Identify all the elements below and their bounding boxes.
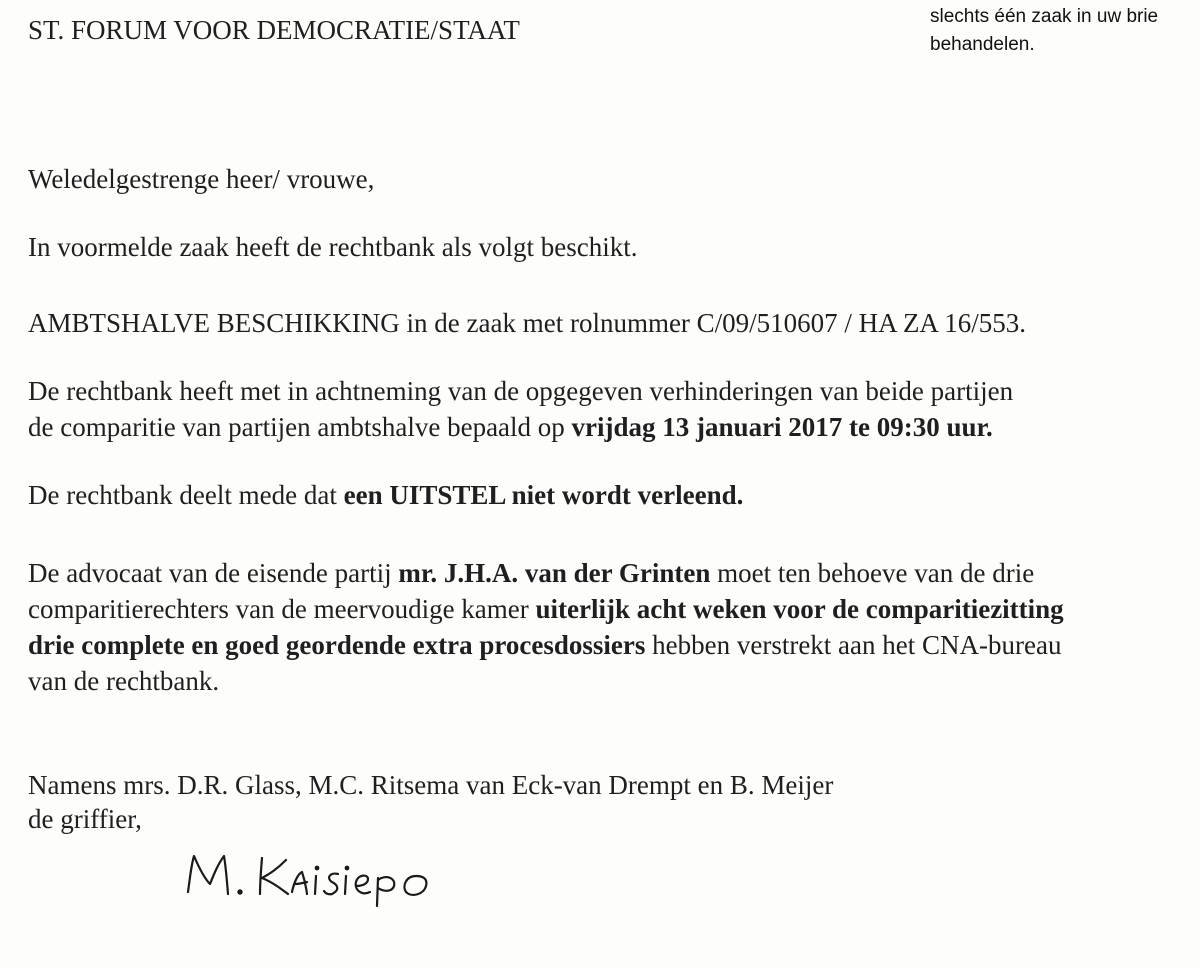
paragraph-2-text: De rechtbank deelt mede dat xyxy=(28,480,344,510)
paragraph-3-text-a: De advocaat van de eisende partij xyxy=(28,558,399,588)
paragraph-3-line-4: van de rechtbank. xyxy=(28,666,220,696)
handwritten-signature xyxy=(180,848,450,923)
paragraph-3-line-1 xyxy=(28,556,1034,590)
paragraph-1-line-1: De rechtbank heeft met in achtneming van de opgegeven verhinderingen van beide partijen xyxy=(28,376,1014,406)
case-title: ST. FORUM VOOR DEMOCRATIE/STAAT xyxy=(28,15,520,45)
hearing-date: vrijdag 13 januari 2017 te 09:30 uur. xyxy=(571,412,993,442)
lawyer-name: mr. J.H.A. van der Grinten xyxy=(398,558,711,588)
side-note-line-2: behandelen. xyxy=(930,34,1035,55)
closing-line-1: Namens mrs. D.R. Glass, M.C. Ritsema van Eck-van Drempt en B. Meijer xyxy=(28,770,834,800)
paragraph-2 xyxy=(28,478,743,512)
paragraph-3-line-2 xyxy=(28,592,1064,626)
deadline-text: uiterlijk acht weken voor de comparitiezitting xyxy=(535,594,1064,624)
paragraph-1-line-2 xyxy=(28,410,993,444)
paragraph-1-text: de comparitie van partijen ambtshalve bepaald op xyxy=(28,412,572,442)
decision-heading: AMBTSHALVE BESCHIKKING in de zaak met rolnummer C/09/510607 / HA ZA 16/553. xyxy=(28,308,1026,338)
signature-drawing xyxy=(180,848,450,918)
paragraph-3-line-3 xyxy=(28,628,1061,662)
paragraph-3-text-c: comparitierechters van de meervoudige kamer xyxy=(28,594,536,624)
paragraph-3-text-d: hebben verstrekt aan het CNA-bureau xyxy=(645,630,1062,660)
no-postponement-notice: een UITSTEL niet wordt verleend. xyxy=(343,480,744,510)
side-note-line-1: slechts één zaak in uw brie xyxy=(930,6,1159,27)
dossier-requirement: drie complete en goed geordende extra procesdossiers xyxy=(28,630,646,660)
intro-sentence: In voormelde zaak heeft de rechtbank als volgt beschikt. xyxy=(28,232,638,262)
salutation: Weledelgestrenge heer/ vrouwe, xyxy=(28,164,375,194)
closing-line-2: de griffier, xyxy=(28,804,142,834)
side-note xyxy=(930,3,1158,59)
paragraph-3-text-b: moet ten behoeve van de drie xyxy=(710,558,1035,588)
